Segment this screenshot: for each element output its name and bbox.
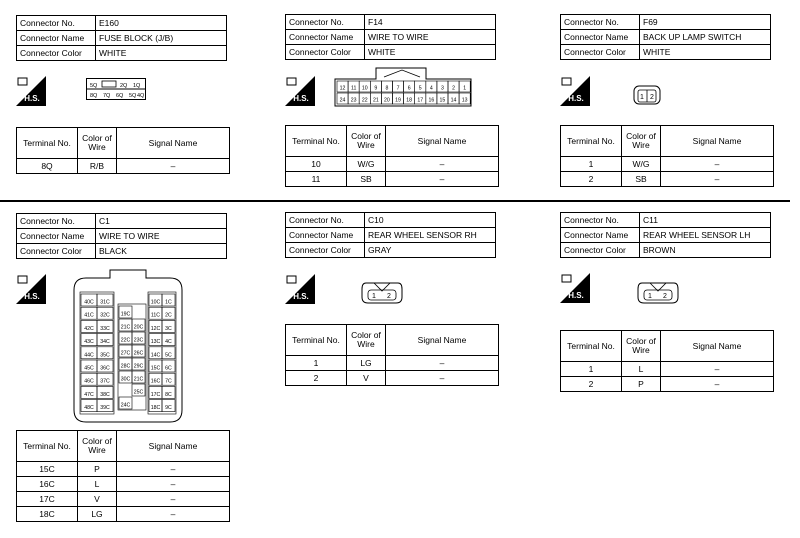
connector-no: C11: [640, 213, 771, 228]
connector-info-c11: [560, 212, 771, 258]
pin-label: 1: [463, 85, 467, 92]
pin-label: 4Q: [137, 93, 145, 99]
pin-label: 22C: [120, 337, 131, 344]
connector-info-c10: [285, 212, 496, 258]
terminal-no-header: Terminal No.: [17, 431, 78, 462]
signal-name-header: Signal Name: [386, 126, 499, 157]
label-connector-no: Connector No.: [286, 15, 365, 30]
section-divider: [0, 200, 790, 202]
label-connector-name: Connector Name: [17, 31, 96, 46]
table-row: 10 W/G –: [286, 157, 499, 172]
label-connector-color: Connector Color: [17, 244, 96, 259]
hs-label: H.S.: [293, 292, 309, 301]
table-row: 2 SB –: [561, 172, 774, 187]
terminal-no-header: Terminal No.: [286, 325, 347, 356]
label-connector-color: Connector Color: [286, 243, 365, 258]
connector-info-c1: [16, 213, 227, 259]
pin-label: 30C: [120, 376, 131, 383]
pin-label: 21: [372, 97, 379, 104]
pin-label: 42C: [84, 325, 94, 332]
harness-side-icon: [16, 274, 46, 304]
label-connector-name: Connector Name: [561, 30, 640, 45]
pin-label: 20C: [133, 324, 144, 331]
wire-color-header: Color of Wire: [78, 431, 117, 462]
connector-no: F69: [640, 15, 771, 30]
pin-label: 5: [418, 85, 422, 92]
pin-label: 17: [417, 97, 424, 104]
connector-face-c11: [636, 279, 680, 305]
pin-label: 4C: [165, 339, 172, 346]
label-connector-no: Connector No.: [17, 16, 96, 31]
pin-label: 1: [648, 293, 652, 300]
pin-label: 43C: [84, 339, 94, 346]
pin-label: 2: [452, 85, 455, 92]
pin-label: 11: [350, 85, 357, 92]
pin-label: 5Q: [129, 93, 137, 99]
label-connector-color: Connector Color: [561, 243, 640, 258]
hs-label: H.S.: [293, 94, 309, 103]
pin-row-top: [337, 81, 470, 92]
pin-label: 37C: [100, 378, 110, 385]
pin-label: 13: [461, 97, 468, 104]
pin-label: 9C: [165, 405, 172, 412]
pin-label: 45C: [84, 365, 94, 372]
connector-no: E160: [96, 16, 227, 31]
hs-label: H.S.: [24, 292, 40, 301]
label-connector-no: Connector No.: [561, 15, 640, 30]
connector-no: C1: [96, 214, 227, 229]
pin-label: 35C: [100, 352, 110, 359]
pin-label: 2: [387, 293, 391, 300]
pin-label: 39C: [100, 405, 110, 412]
pin-label: 1: [640, 94, 644, 101]
connector-name: REAR WHEEL SENSOR LH: [640, 228, 771, 243]
pin-label: 1C: [165, 299, 172, 306]
table-row: 2 V –: [286, 371, 499, 386]
label-connector-no: Connector No.: [17, 214, 96, 229]
pin-label: 16: [428, 97, 435, 104]
pin-label: 8Q: [90, 93, 98, 99]
terminal-table-e160: [16, 127, 230, 174]
wire-color-header: Color of Wire: [347, 126, 386, 157]
table-row: 1 LG –: [286, 356, 499, 371]
harness-side-icon: [285, 76, 315, 106]
harness-side-icon: [285, 274, 315, 304]
pin-label: 36C: [100, 365, 110, 372]
pin-label: 32C: [100, 312, 110, 319]
connector-color: GRAY: [365, 243, 496, 258]
terminal-table-f69: [560, 125, 774, 187]
pin-label: 29C: [133, 363, 144, 370]
pin-label: 16C: [150, 378, 161, 385]
pin-label: 7: [396, 85, 400, 92]
label-connector-name: Connector Name: [561, 228, 640, 243]
pin-label: 40C: [84, 299, 94, 306]
hs-label: H.S.: [568, 291, 584, 300]
table-row: 11 SB –: [286, 172, 499, 187]
connector-face-f14: [332, 67, 474, 107]
pin-label: 34C: [100, 339, 110, 346]
pin-label: 2Q: [120, 83, 128, 89]
signal-name-header: Signal Name: [661, 126, 774, 157]
pin-label: 4: [429, 85, 433, 92]
hs-label: H.S.: [24, 94, 40, 103]
connector-face-c1: [70, 268, 186, 426]
label-connector-name: Connector Name: [286, 228, 365, 243]
table-row: 18C LG –: [17, 507, 230, 522]
pin-label: 14: [450, 97, 457, 104]
pin-label: 14C: [150, 352, 161, 359]
pin-label: 22: [361, 97, 368, 104]
pin-label: 1: [372, 293, 376, 300]
pin-label: 5Q: [90, 83, 98, 89]
label-connector-color: Connector Color: [286, 45, 365, 60]
table-row: 2 P –: [561, 377, 774, 392]
harness-side-icon: [560, 273, 590, 303]
table-row: 8Q R/B –: [17, 159, 230, 174]
pin-label: 21C: [120, 324, 131, 331]
terminal-no-header: Terminal No.: [561, 126, 622, 157]
pin-label: 6Q: [116, 93, 124, 99]
pin-label: 6C: [165, 365, 172, 372]
pin-label: 2: [663, 293, 667, 300]
pin-label: 10: [361, 85, 368, 92]
connector-name: WIRE TO WIRE: [96, 229, 227, 244]
pin-label: 48C: [84, 405, 94, 412]
harness-side-icon: [560, 76, 590, 106]
pin-label: 46C: [84, 378, 94, 385]
pin-label: 15C: [150, 365, 161, 372]
pin-label: 28C: [120, 363, 131, 370]
connector-no: F14: [365, 15, 496, 30]
connector-info-f69: [560, 14, 771, 60]
connector-color: WHITE: [365, 45, 496, 60]
pin-label: 31C: [100, 299, 110, 306]
pin-label: 26C: [133, 350, 144, 357]
table-row: 17C V –: [17, 492, 230, 507]
terminal-no-header: Terminal No.: [17, 128, 78, 159]
signal-name-header: Signal Name: [117, 431, 230, 462]
connector-color: WHITE: [96, 46, 227, 61]
connector-name: BACK UP LAMP SWITCH: [640, 30, 771, 45]
pin-block-right: [149, 294, 175, 412]
signal-name-header: Signal Name: [117, 128, 230, 159]
pin-label: 11C: [150, 312, 161, 319]
connector-color: BROWN: [640, 243, 771, 258]
connector-name: WIRE TO WIRE: [365, 30, 496, 45]
connector-color: BLACK: [96, 244, 227, 259]
connector-no: C10: [365, 213, 496, 228]
pin-label: 19: [395, 97, 401, 104]
pin-label: 15: [439, 97, 446, 104]
table-row: 1 L –: [561, 362, 774, 377]
pin-label: 1Q: [133, 83, 141, 89]
pin-label: 23C: [133, 337, 144, 344]
label-connector-no: Connector No.: [561, 213, 640, 228]
pin-label: 17C: [150, 391, 161, 398]
pin-label: 13C: [150, 339, 161, 346]
pin-label: 24: [339, 97, 346, 104]
wire-color-header: Color of Wire: [78, 128, 117, 159]
pin-label: 24C: [120, 402, 131, 409]
label-connector-name: Connector Name: [286, 30, 365, 45]
connector-face-e160: [86, 78, 146, 100]
table-row: 1 W/G –: [561, 157, 774, 172]
pin-label: 2C: [165, 312, 172, 319]
terminal-table-c1: [16, 430, 230, 522]
connector-info-e160: [16, 15, 227, 61]
pin-label: 18: [406, 97, 413, 104]
label-connector-color: Connector Color: [17, 46, 96, 61]
connector-color: WHITE: [640, 45, 771, 60]
pin-label: 38C: [100, 391, 110, 398]
terminal-table-c11: [560, 330, 774, 392]
pin-label: 8C: [165, 391, 172, 398]
pin-label: 9: [374, 85, 378, 92]
pin-label: 3: [441, 85, 444, 92]
pin-label: 33C: [100, 325, 110, 332]
table-row: 15C P –: [17, 462, 230, 477]
pin-label: 21C: [133, 376, 144, 383]
pin-label: 19C: [120, 311, 131, 318]
wire-color-header: Color of Wire: [347, 325, 386, 356]
pin-label: 3C: [165, 325, 172, 332]
label-connector-no: Connector No.: [286, 213, 365, 228]
connector-face-c10: [360, 279, 404, 305]
pin-row-bottom: [337, 93, 470, 104]
terminal-table-c10: [285, 324, 499, 386]
terminal-no-header: Terminal No.: [286, 126, 347, 157]
connector-info-f14: [285, 14, 496, 60]
harness-side-icon: [16, 76, 46, 106]
pin-label: 7Q: [103, 93, 111, 99]
pin-label: 25C: [133, 389, 144, 396]
pin-label: 27C: [120, 350, 131, 357]
pin-label: 6: [407, 85, 411, 92]
label-connector-color: Connector Color: [561, 45, 640, 60]
pin-label: 5C: [165, 352, 172, 359]
pin-label: 23: [350, 97, 357, 104]
label-connector-name: Connector Name: [17, 229, 96, 244]
pin-block-left: [81, 294, 113, 412]
pin-label: 7C: [165, 378, 172, 385]
connector-face-f69: [632, 84, 662, 106]
pin-label: 10C: [150, 299, 161, 306]
pin-label: 20: [384, 97, 390, 104]
terminal-table-f14: [285, 125, 499, 187]
pin-label: 41C: [84, 312, 94, 319]
pin-label: 12C: [150, 325, 161, 332]
pin-label: 12: [339, 85, 346, 92]
hs-label: H.S.: [568, 94, 584, 103]
terminal-no-header: Terminal No.: [561, 331, 622, 362]
signal-name-header: Signal Name: [386, 325, 499, 356]
wire-color-header: Color of Wire: [622, 331, 661, 362]
signal-name-header: Signal Name: [661, 331, 774, 362]
table-row: 16C L –: [17, 477, 230, 492]
pin-label: 2: [650, 94, 654, 101]
pin-label: 18C: [150, 405, 161, 412]
pin-label: 44C: [84, 352, 94, 359]
pin-block-middle: [119, 306, 145, 409]
pin-label: 47C: [84, 391, 94, 398]
pin-label: 8: [385, 85, 389, 92]
wire-color-header: Color of Wire: [622, 126, 661, 157]
connector-name: REAR WHEEL SENSOR RH: [365, 228, 496, 243]
connector-name: FUSE BLOCK (J/B): [96, 31, 227, 46]
